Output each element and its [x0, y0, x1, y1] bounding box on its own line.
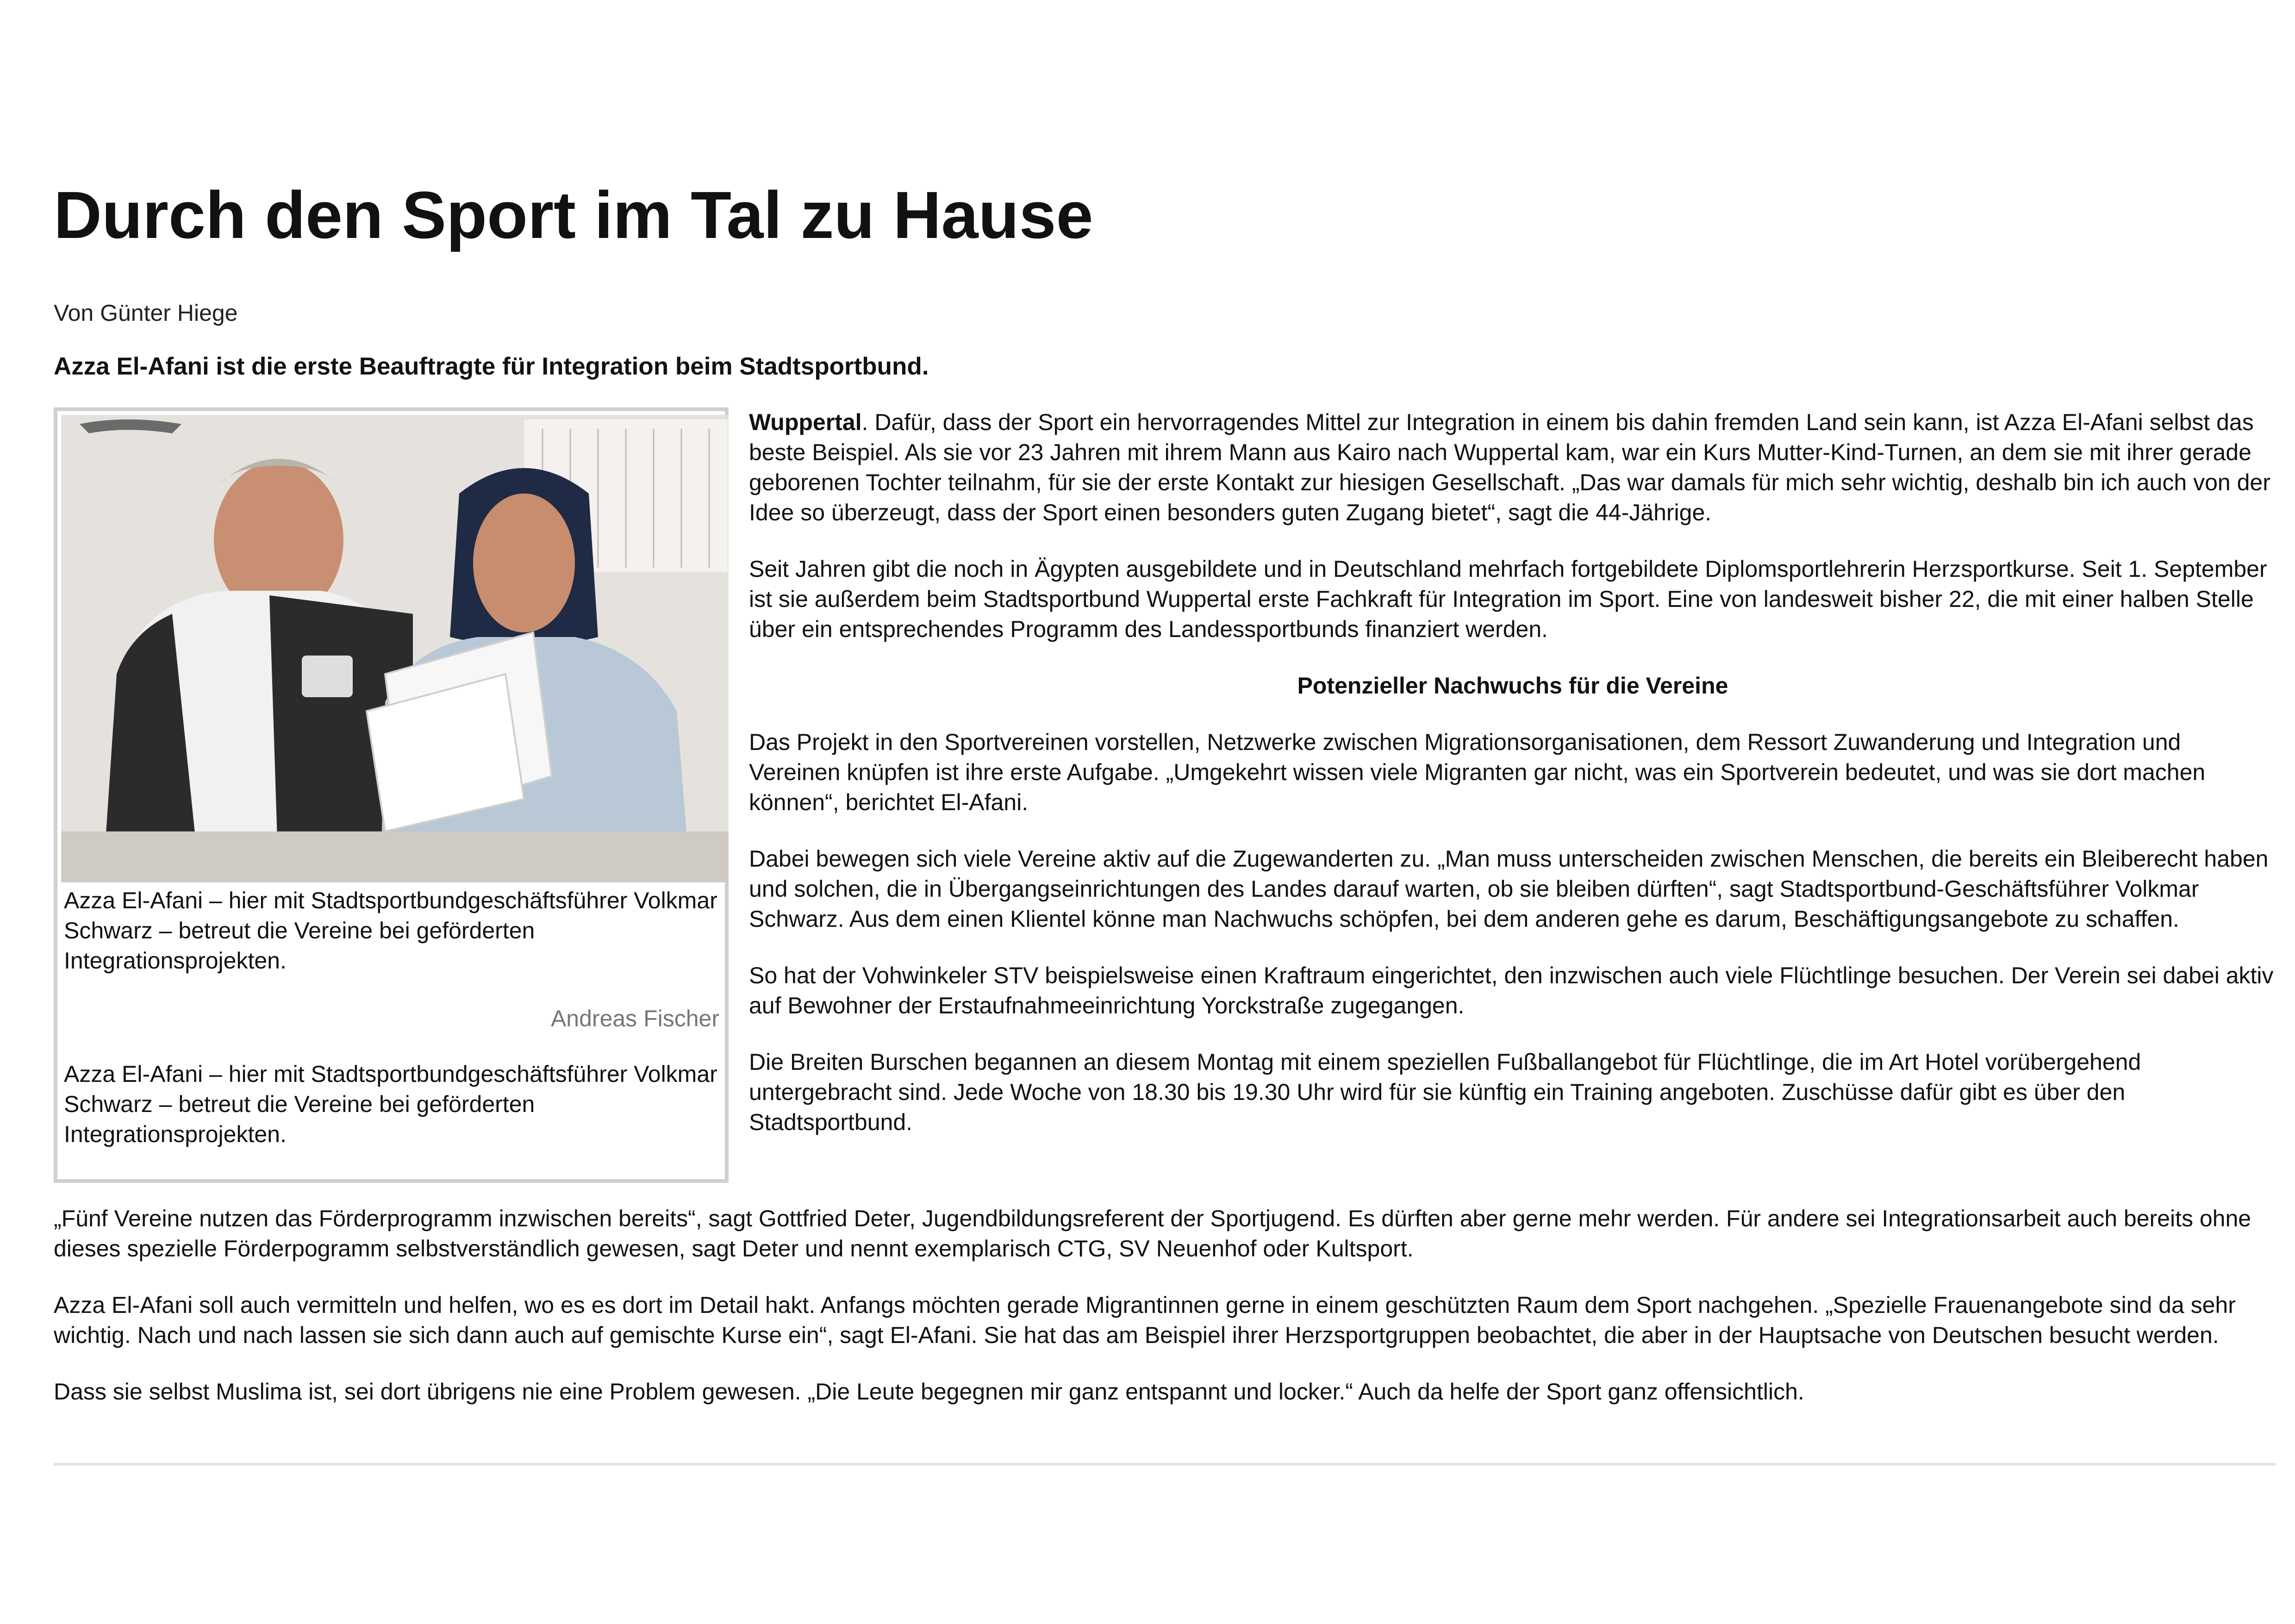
article-byline: Von Günter Hiege — [54, 300, 238, 326]
paragraph-1-text: . Dafür, dass der Sport ein hervorragendes Mittel zur Integration in einem bis dahin fremden Land sein kann, ist Azza El-Afani selbst das beste Beispiel. Als sie vor 23 Jahren mit ihrem Mann aus Kairo nach Wuppertal kam, war ein Kurs Mutter-Kind-Turnen, an dem sie mit ihrer gerade geborenen Tochter teilnahm, für sie der erste Kontakt zur hiesigen Gesellschaft. „Das war damals für mich sehr wichtig, deshalb bin ich auch von der Idee so überzeugt, dass der Sport einen besonders guten Zugang bietet“, sagt die 44-Jährige. — [749, 409, 2270, 525]
footer-divider — [54, 1463, 2276, 1466]
paragraph-1 — [749, 407, 2276, 528]
paragraph-6: Die Breiten Burschen begannen an diesem Montag mit einem speziellen Fußballangebot für Flüchtlinge, die im Art Hotel vorübergehend untergebracht sind. Jede Woche von 18.30 bis 19.30 Uhr wird für sie künftig ein Training angeboten. Zuschüsse dafür gibt es über den Stadtsportbund. — [749, 1049, 2141, 1135]
article-lead: Azza El-Afani ist die erste Beauftragte für Integration beim Stadtsportbund. — [54, 353, 929, 380]
paragraph-7: „Fünf Vereine nutzen das Förderprogramm inzwischen bereits“, sagt Gottfried Deter, Jugendbildungsreferent der Sportjugend. Es dürften aber gerne mehr werden. Für andere sei Integrationsarbeit auch bereits ohne dieses spezielle Förderpogramm selbstverständlich gewesen, sagt Deter und nennt exemplarisch CTG, SV Neuenhof oder Kultsport. — [54, 1206, 2251, 1262]
paragraph-9: Dass sie selbst Muslima ist, sei dort übrigens nie eine Problem gewesen. „Die Leute begegnen mir ganz entspannt und locker.“ Auch da helfe der Sport ganz offensichtlich. — [54, 1379, 1804, 1405]
paragraph-8: Azza El-Afani soll auch vermitteln und helfen, wo es es dort im Detail hakt. Anfangs möchten gerade Migrantinnen gerne in einem geschützten Raum dem Sport nachgehen. „Spezielle Frauenangebote sind da sehr wichtig. Nach und nach lassen sie sich dann auch auf gemischte Kurse ein“, sagt El-Afani. Sie hat das am Beispiel ihrer Herzsportgruppen beobachtet, die aber in der Hauptsache von Deutschen besucht werden. — [54, 1292, 2236, 1348]
photo-caption: Azza El-Afani – hier mit Stadtsportbundgeschäftsführer Volkmar Schwarz – betreut die Vereine bei geförderten Integrationsprojekten. — [64, 887, 717, 974]
paragraph-4: Dabei bewegen sich viele Vereine aktiv auf die Zugewanderten zu. „Man muss unterscheiden zwischen Menschen, die bereits ein Bleiberecht haben und solchen, die in Übergangseinrichtungen des Landes darauf warten, ob sie bleiben dürften“, sagt Stadtsportbund-Geschäftsführer Volkmar Schwarz. Aus dem einen Klientel könne man Nachwuchs schöpfen, bei dem anderen gehe es darum, Beschäftigungsangebote zu schaffen. — [749, 846, 2269, 932]
paragraph-5: So hat der Vohwinkeler STV beispielsweise einen Kraftraum eingerichtet, den inzwischen auch viele Flüchtlinge besuchen. Der Verein sei dabei aktiv auf Bewohner der Erstaufnahmeeinrichtung Yorckstraße zugegangen. — [749, 962, 2274, 1018]
photo-caption-repeat: Azza El-Afani – hier mit Stadtsportbundgeschäftsführer Volkmar Schwarz – betreut die Vereine bei geförderten Integrationsprojekten. — [64, 1061, 717, 1147]
article-headline: Durch den Sport im Tal zu Hause — [54, 178, 1093, 252]
dateline: Wuppertal — [749, 409, 862, 435]
article-body-wide — [54, 1204, 2276, 1433]
article-photo — [61, 415, 729, 882]
paragraph-3: Das Projekt in den Sportvereinen vorstellen, Netzwerke zwischen Migrationsorganisationen, dem Ressort Zuwanderung und Integration und Vereinen knüpfen ist ihre erste Aufgabe. „Umgekehrt wissen viele Migranten gar nicht, was ein Sportverein bedeutet, und was sie dort machen können“, berichtet El-Afani. — [749, 729, 2206, 815]
photo-credit: Andreas Fischer — [550, 1006, 719, 1031]
article-body-column — [749, 407, 2276, 1164]
photo-figure — [54, 407, 729, 1183]
paragraph-2: Seit Jahren gibt die noch in Ägypten ausgebildete und in Deutschland mehrfach fortgebildete Diplomsportlehrerin Herzsportkurse. Seit 1. September ist sie außerdem beim Stadtsportbund Wuppertal erste Fachkraft für Integration im Sport. Eine von landesweit bisher 22, die mit einer halben Stelle über ein entsprechendes Programm des Landessportbunds finanziert werden. — [749, 556, 2267, 642]
article-subhead: Potenzieller Nachwuchs für die Vereine — [1297, 673, 1728, 699]
